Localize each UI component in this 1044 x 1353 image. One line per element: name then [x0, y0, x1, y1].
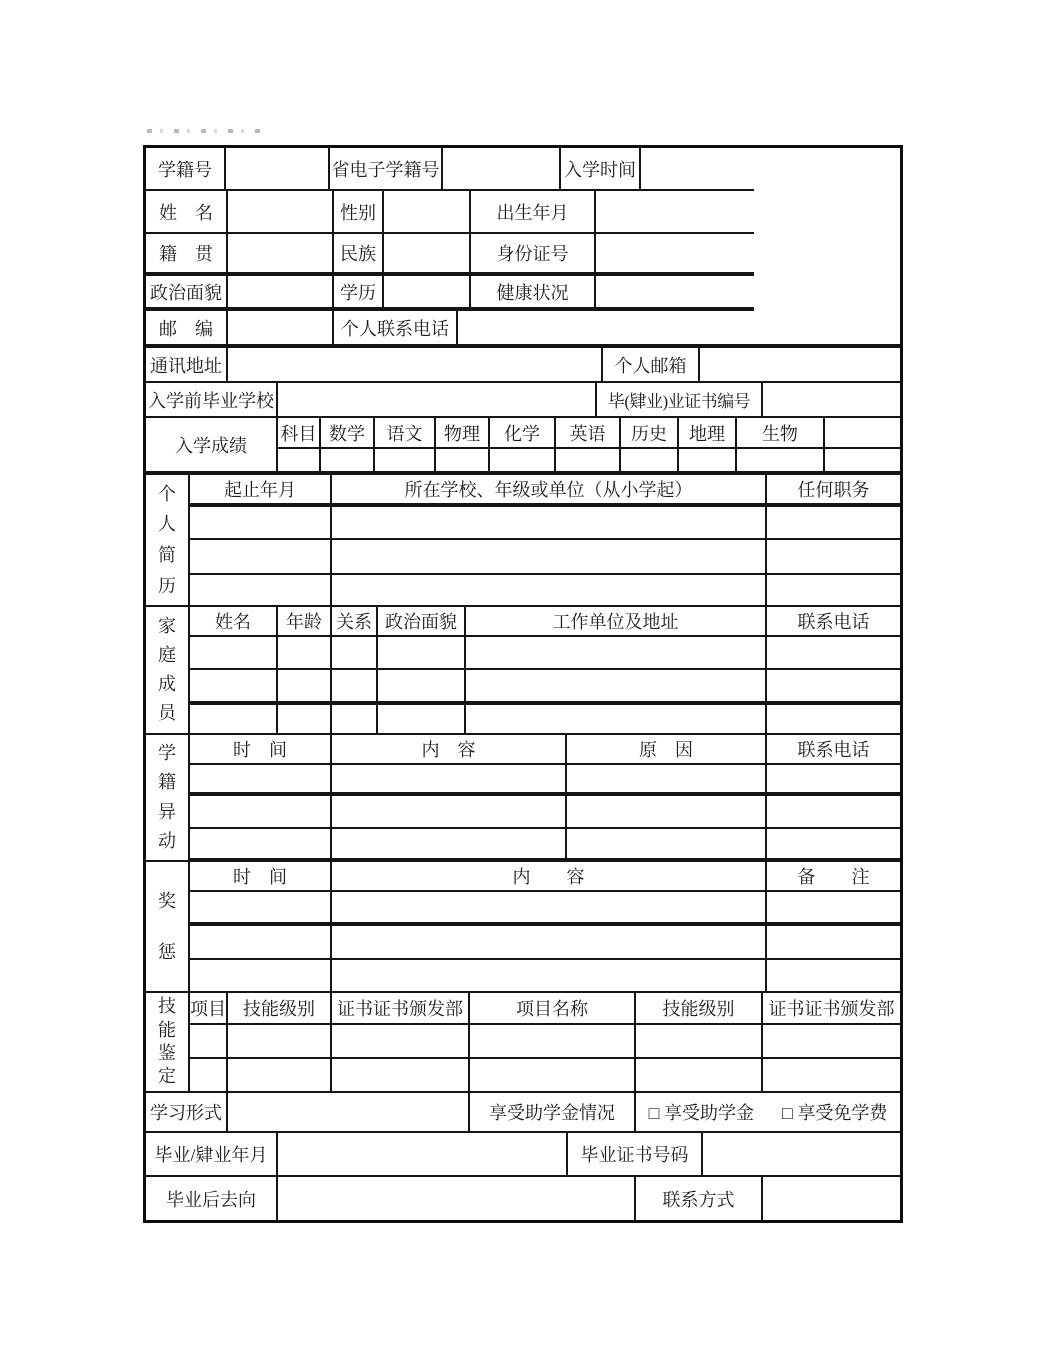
birth-label: 出生年月	[471, 191, 596, 234]
skills-header-issuer-1: 证书证书颁发部	[332, 993, 470, 1025]
rewards-content-field	[332, 892, 767, 926]
student-id-label: 学籍号	[146, 148, 226, 191]
enroll-time-field	[641, 148, 754, 191]
resume-position-field	[767, 507, 900, 540]
diploma-no-field	[703, 1133, 900, 1177]
skills-row	[190, 1025, 900, 1059]
scan-artifact	[147, 129, 265, 133]
skills-header-level-1: 技能级别	[228, 993, 332, 1025]
rewards-label: 奖惩	[146, 862, 190, 993]
family-relation-field	[332, 637, 378, 670]
ethnicity-field	[384, 234, 471, 276]
status-content-field	[332, 796, 567, 829]
family-workplace-field	[466, 670, 767, 705]
scores-label: 入学成绩	[146, 418, 278, 475]
subject-header-chemistry: 化学	[490, 418, 556, 449]
rewards-content-field	[332, 960, 767, 993]
birth-field	[596, 191, 754, 234]
family-phone-field	[767, 705, 900, 735]
subject-header-biology: 生物	[737, 418, 825, 449]
row-native-place	[146, 234, 754, 276]
subject-header-geography: 地理	[679, 418, 737, 449]
family-phone-field	[767, 670, 900, 705]
skills-row	[190, 1059, 900, 1093]
status-header-time: 时 间	[190, 735, 332, 765]
status-time-field	[190, 829, 332, 862]
skills-header-project: 项目名称	[470, 993, 636, 1025]
name-field	[228, 191, 334, 234]
province-eid-field	[443, 148, 561, 191]
rewards-time-field	[190, 960, 332, 993]
subject-header-extra	[825, 418, 900, 449]
row-political	[146, 276, 754, 311]
diploma-no-label: 毕业证书号码	[568, 1133, 703, 1177]
id-number-field	[596, 234, 754, 276]
skills-header-item: 项目	[190, 993, 228, 1025]
rewards-band	[146, 862, 900, 993]
score-field	[436, 449, 490, 475]
skills-level-field	[228, 1025, 332, 1059]
skills-issuer-field	[763, 1059, 900, 1093]
resume-school-field	[332, 540, 767, 575]
political-status-field	[228, 276, 334, 311]
destination-label: 毕业后去向	[146, 1177, 278, 1220]
skills-band	[146, 993, 900, 1093]
contact-way-field	[763, 1177, 900, 1220]
status-row	[190, 829, 900, 862]
status-reason-field	[567, 765, 767, 796]
family-name-field	[190, 705, 278, 735]
family-label: 家庭成员	[146, 607, 190, 735]
rewards-content-field	[332, 926, 767, 960]
resume-row	[190, 507, 900, 540]
rewards-time-field	[190, 892, 332, 926]
cert-no-label: 毕(肄业)业证书编号	[597, 383, 763, 418]
prior-school-label: 入学前毕业学校	[146, 383, 278, 418]
native-place-label: 籍 贯	[146, 234, 228, 276]
status-phone-field	[767, 796, 900, 829]
subject-header-chinese: 语文	[375, 418, 436, 449]
family-phone-field	[767, 637, 900, 670]
status-content-field	[332, 765, 567, 796]
prior-school-field	[278, 383, 597, 418]
scores-value-row	[278, 449, 900, 475]
family-workplace-field	[466, 705, 767, 735]
status-reason-field	[567, 829, 767, 862]
cert-no-field	[763, 383, 900, 418]
family-header-workplace: 工作单位及地址	[466, 607, 767, 637]
row-student-id	[146, 148, 754, 191]
grant-options-cell	[636, 1093, 900, 1133]
status-row	[190, 765, 900, 796]
province-eid-label: 省电子学籍号	[330, 148, 443, 191]
score-field	[375, 449, 436, 475]
rewards-row	[190, 892, 900, 926]
skills-header-issuer-2: 证书证书颁发部	[763, 993, 900, 1025]
gender-field	[384, 191, 471, 234]
health-label: 健康状况	[471, 276, 596, 311]
destination-field	[278, 1177, 636, 1220]
resume-band	[146, 475, 900, 607]
score-field	[621, 449, 679, 475]
family-header-name: 姓名	[190, 607, 278, 637]
skills-level-field	[636, 1025, 763, 1059]
family-row	[190, 637, 900, 670]
subject-header-physics: 物理	[436, 418, 490, 449]
subject-header-english: 英语	[556, 418, 621, 449]
skills-item-field	[190, 1059, 228, 1093]
resume-period-field	[190, 540, 332, 575]
resume-header-row	[190, 475, 900, 507]
skills-item-field	[190, 1025, 228, 1059]
score-field	[679, 449, 737, 475]
status-reason-field	[567, 796, 767, 829]
political-status-label: 政治面貌	[146, 276, 228, 311]
study-form-label: 学习形式	[146, 1093, 228, 1133]
postcode-field	[228, 311, 334, 348]
skills-level-field	[228, 1059, 332, 1093]
address-field	[228, 348, 603, 383]
family-row	[190, 670, 900, 705]
score-field	[556, 449, 621, 475]
health-field	[596, 276, 754, 311]
education-label: 学历	[334, 276, 384, 311]
status-header-phone: 联系电话	[767, 735, 900, 765]
rewards-note-field	[767, 960, 900, 993]
status-time-field	[190, 765, 332, 796]
resume-school-field	[332, 575, 767, 607]
row-study-form	[146, 1093, 900, 1133]
rewards-note-field	[767, 892, 900, 926]
phone-label: 个人联系电话	[334, 311, 458, 348]
photo-area	[754, 148, 900, 348]
row-prior-school	[146, 383, 900, 418]
grant-checkbox-option-2: □ 享受免学费	[782, 1103, 888, 1123]
family-political-field	[378, 670, 466, 705]
skills-header-level-2: 技能级别	[636, 993, 763, 1025]
resume-label: 个人简历	[146, 475, 190, 607]
family-header-row	[190, 607, 900, 637]
status-change-label: 学籍异动	[146, 735, 190, 862]
resume-period-field	[190, 575, 332, 607]
family-relation-field	[332, 705, 378, 735]
rewards-time-field	[190, 926, 332, 960]
rewards-note-field	[767, 926, 900, 960]
family-political-field	[378, 637, 466, 670]
family-row	[190, 705, 900, 735]
grant-status-label: 享受助学金情况	[470, 1093, 636, 1133]
email-label: 个人邮箱	[603, 348, 700, 383]
resume-position-field	[767, 540, 900, 575]
status-header-reason: 原 因	[567, 735, 767, 765]
score-field	[737, 449, 825, 475]
row-destination	[146, 1177, 900, 1220]
family-name-field	[190, 670, 278, 705]
row-grad-date	[146, 1133, 900, 1177]
score-field	[825, 449, 900, 475]
resume-position-field	[767, 575, 900, 607]
resume-school-field	[332, 507, 767, 540]
row-address	[146, 348, 900, 383]
rewards-row	[190, 960, 900, 993]
phone-field	[458, 311, 754, 348]
status-change-band	[146, 735, 900, 862]
resume-header-position: 任何职务	[767, 475, 900, 507]
native-place-field	[228, 234, 334, 276]
family-name-field	[190, 637, 278, 670]
family-workplace-field	[466, 637, 767, 670]
skills-issuer-field	[332, 1059, 470, 1093]
subject-header-math: 数学	[321, 418, 375, 449]
rewards-row	[190, 926, 900, 960]
postcode-label: 邮 编	[146, 311, 228, 348]
skills-issuer-field	[332, 1025, 470, 1059]
rewards-header-time: 时 间	[190, 862, 332, 892]
status-time-field	[190, 796, 332, 829]
row-name	[146, 191, 754, 234]
subject-col-header: 科目	[278, 418, 321, 449]
scores-header-row	[278, 418, 900, 449]
skills-header-row	[190, 993, 900, 1025]
status-phone-field	[767, 765, 900, 796]
family-relation-field	[332, 670, 378, 705]
skills-issuer-field	[763, 1025, 900, 1059]
student-record-form	[143, 145, 903, 1223]
status-content-field	[332, 829, 567, 862]
resume-header-school: 所在学校、年级或单位（从小学起）	[332, 475, 767, 507]
status-phone-field	[767, 829, 900, 862]
skills-level-field	[636, 1059, 763, 1093]
family-age-field	[278, 705, 332, 735]
name-label: 姓 名	[146, 191, 228, 234]
enroll-time-label: 入学时间	[561, 148, 641, 191]
subject-header-history: 历史	[621, 418, 679, 449]
resume-row	[190, 575, 900, 607]
resume-row	[190, 540, 900, 575]
family-header-political: 政治面貌	[378, 607, 466, 637]
resume-header-period: 起止年月	[190, 475, 332, 507]
id-number-label: 身份证号	[471, 234, 596, 276]
family-header-age: 年龄	[278, 607, 332, 637]
family-header-phone: 联系电话	[767, 607, 900, 637]
rewards-header-row	[190, 862, 900, 892]
status-header-content: 内 容	[332, 735, 567, 765]
row-postcode	[146, 311, 754, 348]
email-field	[700, 348, 900, 383]
rewards-header-note: 备 注	[767, 862, 900, 892]
grant-checkbox-option-1: □ 享受助学金	[648, 1103, 754, 1123]
address-label: 通讯地址	[146, 348, 228, 383]
study-form-field	[228, 1093, 470, 1133]
skills-project-field	[470, 1025, 636, 1059]
grad-date-field	[278, 1133, 568, 1177]
family-age-field	[278, 670, 332, 705]
family-age-field	[278, 637, 332, 670]
gender-label: 性别	[334, 191, 384, 234]
family-band	[146, 607, 900, 735]
education-field	[384, 276, 471, 311]
personal-info-band	[146, 148, 900, 348]
status-header-row	[190, 735, 900, 765]
contact-way-label: 联系方式	[636, 1177, 763, 1220]
status-row	[190, 796, 900, 829]
skills-project-field	[470, 1059, 636, 1093]
rewards-header-content: 内 容	[332, 862, 767, 892]
entrance-scores-band	[146, 418, 900, 475]
ethnicity-label: 民族	[334, 234, 384, 276]
skills-label: 技能鉴定	[146, 993, 190, 1093]
family-header-relation: 关系	[332, 607, 378, 637]
resume-period-field	[190, 507, 332, 540]
family-political-field	[378, 705, 466, 735]
score-field	[278, 449, 321, 475]
score-field	[321, 449, 375, 475]
score-field	[490, 449, 556, 475]
grad-date-label: 毕业/肄业年月	[146, 1133, 278, 1177]
student-id-field	[226, 148, 330, 191]
